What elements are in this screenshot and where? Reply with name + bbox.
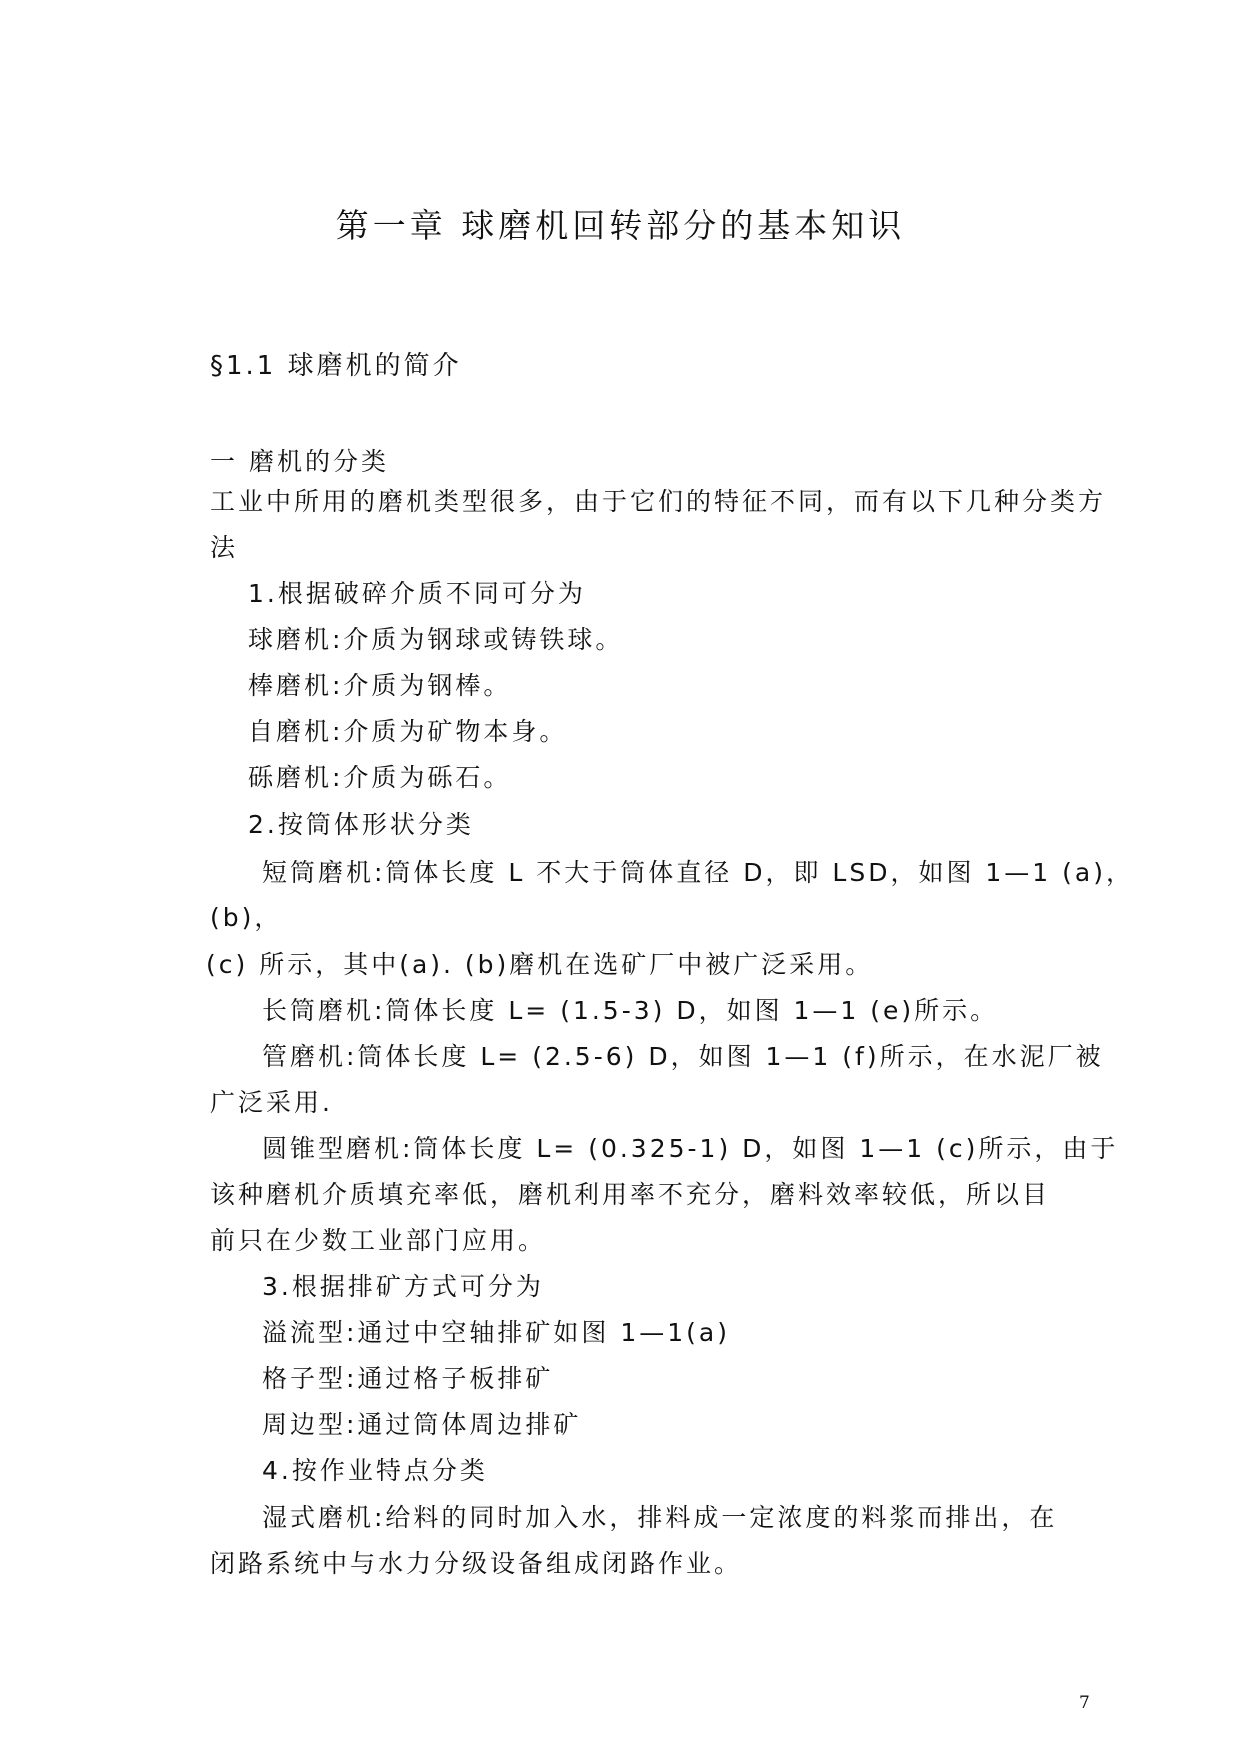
body-line: (c) 所示，其中(a). (b)磨机在选矿厂中被广泛采用。 [206, 950, 874, 979]
section-title: §1.1 球磨机的简介 [210, 351, 462, 381]
body-line: 管磨机:筒体长度 L= (2.5-6) D，如图 1—1 (f)所示，在水泥厂被 [262, 1042, 1104, 1071]
subsection-heading: 一 磨机的分类 [210, 447, 389, 476]
body-line: 1.根据破碎介质不同可分为 [248, 579, 586, 608]
body-line: 前只在少数工业部门应用。 [210, 1226, 547, 1255]
body-line: 短筒磨机:筒体长度 L 不大于筒体直径 D，即 LSD，如图 1—1 (a)， [262, 858, 1134, 887]
body-line: 自磨机:介质为矿物本身。 [248, 717, 568, 746]
body-line: 2.按筒体形状分类 [248, 810, 474, 839]
body-line: 砾磨机:介质为砾石。 [248, 763, 512, 792]
body-line: (b)， [210, 903, 283, 932]
body-line: 3.根据排矿方式可分为 [262, 1272, 544, 1301]
body-line: 周边型:通过筒体周边排矿 [262, 1410, 582, 1439]
body-line: 湿式磨机:给料的同时加入水，排料成一定浓度的料浆而排出，在 [262, 1503, 1058, 1532]
chapter-title: 第一章 球磨机回转部分的基本知识 [335, 206, 906, 245]
body-line: 广泛采用. [210, 1088, 333, 1117]
body-line: 格子型:通过格子板排矿 [262, 1364, 554, 1393]
body-line: 棒磨机:介质为钢棒。 [248, 671, 512, 700]
body-line: 法 [210, 533, 239, 562]
body-line: 工业中所用的磨机类型很多，由于它们的特征不同，而有以下几种分类方 [210, 487, 1107, 516]
body-line: 该种磨机介质填充率低，磨机利用率不充分，磨料效率较低，所以目 [210, 1180, 1051, 1209]
body-line: 长筒磨机:筒体长度 L= (1.5-3) D，如图 1—1 (e)所示。 [262, 996, 999, 1025]
body-line: 球磨机:介质为钢球或铸铁球。 [248, 625, 624, 654]
body-line: 圆锥型磨机:筒体长度 L= (0.325-1) D，如图 1—1 (c)所示，由于 [262, 1134, 1119, 1163]
page-number: 7 [1079, 1693, 1090, 1713]
body-line: 闭路系统中与水力分级设备组成闭路作业。 [210, 1549, 743, 1578]
body-line: 溢流型:通过中空轴排矿如图 1—1(a) [262, 1318, 731, 1347]
body-line: 4.按作业特点分类 [262, 1456, 488, 1485]
